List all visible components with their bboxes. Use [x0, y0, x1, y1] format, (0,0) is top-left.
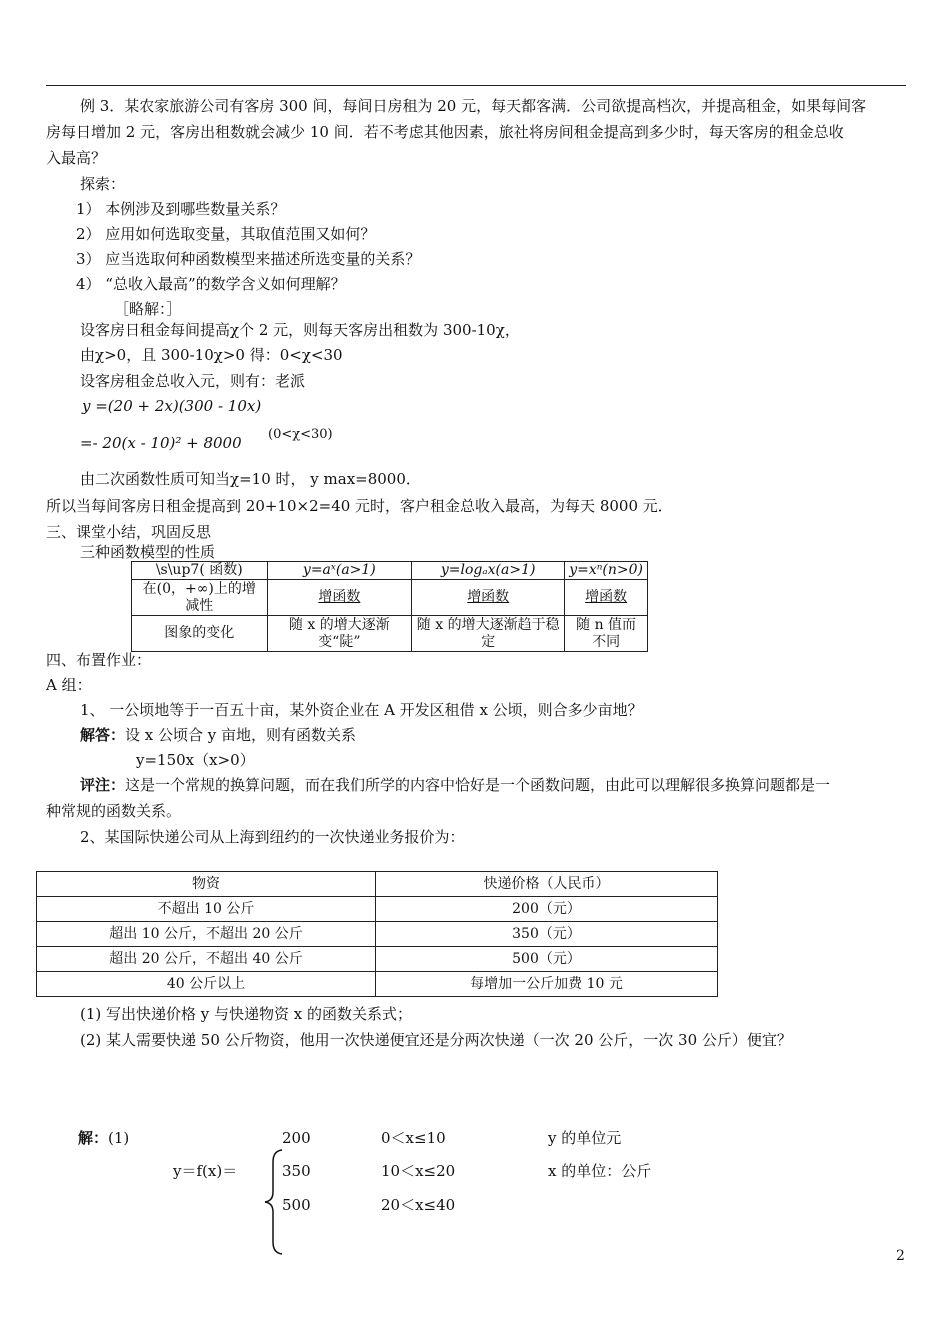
explore-title: 探索：: [80, 175, 126, 193]
table-header-cell: y=logₐx(a>1): [412, 562, 565, 580]
table-header-cell: \s\up7( 函数): [132, 562, 268, 580]
table-cell: 不超出 10 公斤: [37, 897, 376, 922]
answer-part: (1): [108, 1129, 130, 1147]
solution-line-2: 由χ>0，且 300-10χ>0 得：0<χ<30: [80, 346, 343, 364]
equation-range: (0<χ<30): [268, 427, 333, 442]
piece-condition: 20＜x≤40: [381, 1196, 456, 1214]
piecewise-function: y＝f(x)＝: [173, 1162, 238, 1180]
example-line-3: 入最高？: [46, 149, 107, 167]
note-label: 评注：: [80, 776, 126, 794]
table-cell: 每增加一公斤加费 10 元: [376, 972, 718, 997]
piece-value: 200: [282, 1129, 311, 1147]
unit-y: y 的单位元: [548, 1129, 622, 1147]
table-cell: 随 x 的增大逐渐趋于稳定: [412, 616, 565, 652]
table-cell: 超出 10 公斤，不超出 20 公斤: [37, 922, 376, 947]
equation-1: y =(20 + 2x)(300 - 10x): [82, 397, 262, 415]
question-2: 2、某国际快递公司从上海到纽约的一次快递业务报价为：: [80, 828, 465, 846]
table-cell: 随 n 值而不同: [565, 616, 648, 652]
equation-2: =- 20(x - 10)² + 8000: [80, 434, 242, 452]
table-header-cell: 物资: [37, 872, 376, 897]
answer-1-text: 设 x 公顷合 y 亩地，则有函数关系: [125, 726, 357, 744]
example-line-1: 例 3．某农家旅游公司有客房 300 间，每间日房租为 20 元，每天都客满．公司欲提高档次，并提高租金，如果每间客: [80, 97, 867, 115]
unit-x: x 的单位：公斤: [548, 1162, 652, 1180]
table-cell: 图象的变化: [132, 616, 268, 652]
answer-1-formula: y=150x（x>0）: [136, 751, 255, 769]
table-cell: 增函数: [267, 580, 412, 616]
answer-label: 解：: [78, 1129, 109, 1147]
table-cell: 40 公斤以上: [37, 972, 376, 997]
explore-item: 4） “总收入最高”的数学含义如何理解？: [76, 275, 346, 293]
table-cell: 增函数: [565, 580, 648, 616]
section-3-title: 三、课堂小结，巩固反思: [46, 523, 212, 541]
note-line-2: 种常规的函数关系。: [46, 802, 182, 820]
table-header-cell: y=xⁿ(n>0): [565, 562, 648, 580]
note-text: 这是一个常规的换算问题，而在我们所学的内容中恰好是一个函数问题，由此可以理解很多换算问题都是一: [125, 776, 831, 794]
table-header-cell: 快递价格（人民币）: [376, 872, 718, 897]
table-cell: 随 x 的增大逐渐变“陡”: [267, 616, 412, 652]
explore-item: 3） 应当选取何种函数模型来描述所选变量的关系？: [76, 250, 421, 268]
solution-line-4: 由二次函数性质可知当χ=10 时， y max=8000．: [80, 470, 421, 488]
piece-value: 350: [282, 1162, 311, 1180]
answer-1-label: 解答：: [80, 726, 126, 744]
solution-label: ［略解：］: [114, 300, 182, 318]
table-cell: 在(0，+∞)上的增减性: [132, 580, 268, 616]
example-line-2: 房每日增加 2 元，客房出租数就会减少 10 间．若不考虑其他因素，旅社将房间租金提高到多少时，每天客房的租金总收: [46, 123, 844, 141]
solution-conclusion: 所以当每间客房日租金提高到 20+10×2=40 元时，客户租金总收入最高，为每天 8000 元．: [46, 497, 673, 515]
function-model-table: [131, 561, 648, 652]
solution-line-3: 设客房租金总收入元，则有：老派: [80, 372, 306, 390]
sub-question-1: (1) 写出快递价格 y 与快递物资 x 的函数关系式；: [80, 1005, 413, 1023]
left-brace: [262, 1148, 284, 1256]
table-cell: 增函数: [412, 580, 565, 616]
solution-line-1: 设客房日租金每间提高χ个 2 元，则每天客房出租数为 300-10χ，: [80, 321, 520, 339]
piece-condition: 10＜x≤20: [381, 1162, 456, 1180]
section-3-subtitle: 三种函数模型的性质: [80, 543, 216, 561]
header-rule: [46, 85, 906, 86]
table-cell: 350（元）: [376, 922, 718, 947]
table-cell: 超出 20 公斤，不超出 40 公斤: [37, 947, 376, 972]
table-cell: 200（元）: [376, 897, 718, 922]
question-1: 1、 一公顷地等于一百五十亩，某外资企业在 A 开发区租借 x 公顷，则合多少亩地？: [80, 701, 643, 719]
table-cell: 500（元）: [376, 947, 718, 972]
group-label: A 组：: [46, 676, 92, 694]
table-header-cell: y=aˣ(a>1): [267, 562, 412, 580]
sub-question-2: (2) 某人需要快递 50 公斤物资，他用一次快递便宜还是分两次快递（一次 20 公斤，一次 30 公斤）便宜？: [80, 1031, 792, 1049]
piece-condition: 0＜x≤10: [381, 1129, 446, 1147]
page-number: 2: [896, 1248, 905, 1264]
explore-item: 2） 应用如何选取变量，其取值范围又如何？: [76, 225, 376, 243]
section-4-title: 四、布置作业：: [46, 651, 152, 669]
price-table: [36, 871, 718, 997]
explore-item: 1） 本例涉及到哪些数量关系？: [76, 200, 286, 218]
piece-value: 500: [282, 1196, 311, 1214]
